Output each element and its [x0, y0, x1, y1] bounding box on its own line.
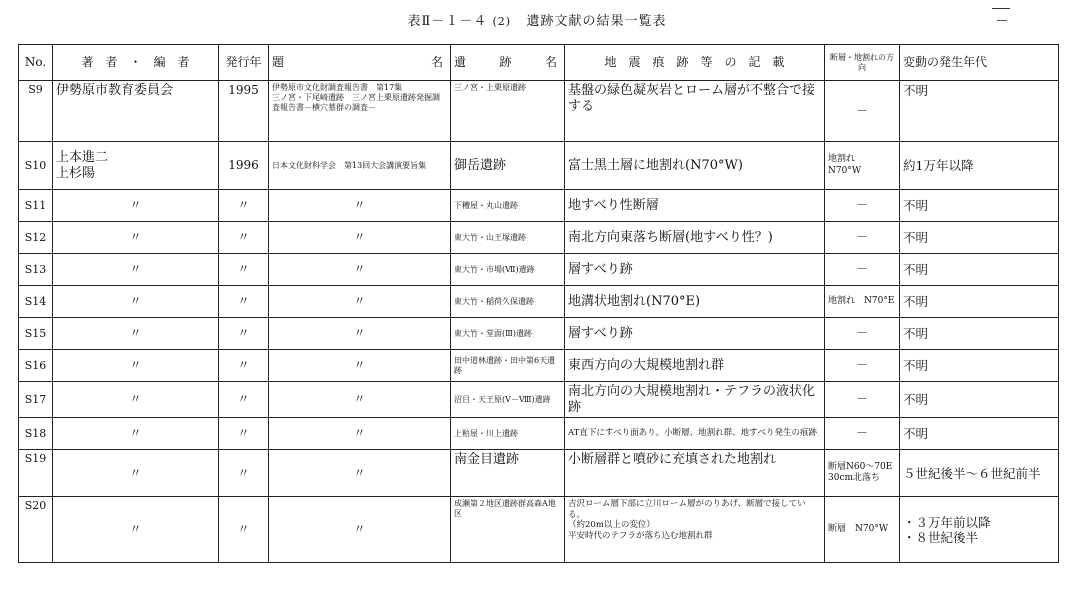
cell-era: 不明 — [900, 350, 1059, 382]
cell-author: 〃 — [53, 222, 219, 254]
cell-era: ・３万年前以降 ・８世紀後半 — [900, 497, 1059, 563]
cell-direction: － — [825, 190, 900, 222]
table-caption — [0, 10, 1074, 29]
cell-direction: － — [825, 81, 900, 142]
header-author: 著 者 ・ 編 者 — [53, 45, 219, 81]
cell-record: 地すべり性断層 — [565, 190, 825, 222]
cell-no: S17 — [19, 382, 53, 418]
table-row — [19, 254, 1059, 286]
cell-author: 〃 — [53, 318, 219, 350]
cell-year: 1995 — [219, 81, 269, 142]
cell-record: 富士黒土層に地割れ(N70°W) — [565, 142, 825, 190]
table-row — [19, 497, 1059, 563]
cell-title: 〃 — [269, 222, 451, 254]
header-era: 変動の発生年代 — [900, 45, 1059, 81]
table-row — [19, 382, 1059, 418]
corner-mark — [992, 8, 1010, 9]
table-row — [19, 190, 1059, 222]
cell-year: 1996 — [219, 142, 269, 190]
cell-era: 約1万年以降 — [900, 142, 1059, 190]
cell-author: 〃 — [53, 382, 219, 418]
table-row — [19, 418, 1059, 450]
cell-record: 南北方向の大規模地割れ・テフラの液状化跡 — [565, 382, 825, 418]
cell-author: 〃 — [53, 497, 219, 563]
cell-record: 小断層群と噴砂に充填された地割れ — [565, 450, 825, 497]
cell-era: 不明 — [900, 286, 1059, 318]
cell-direction: 断層 N70°W — [825, 497, 900, 563]
cell-record: 地溝状地割れ(N70°E) — [565, 286, 825, 318]
cell-title: 〃 — [269, 350, 451, 382]
table-row — [19, 81, 1059, 142]
table-row — [19, 222, 1059, 254]
cell-site: 東大竹・市場(Ⅶ)遺跡 — [451, 254, 565, 286]
cell-record: 東西方向の大規模地割れ群 — [565, 350, 825, 382]
cell-no: S12 — [19, 222, 53, 254]
cell-author: 〃 — [53, 190, 219, 222]
cell-era: 不明 — [900, 418, 1059, 450]
cell-title: 伊勢原市文化財調査報告書 第17集 三ノ宮・下尾崎遺跡 三ノ宮上栗原遺跡発掘調査報告書－横穴墓群の調査－ — [269, 81, 451, 142]
cell-year: 〃 — [219, 450, 269, 497]
cell-direction: 地割れ N70°E — [825, 286, 900, 318]
caption-number: 表Ⅱ－１－４ — [407, 14, 488, 29]
cell-direction: － — [825, 418, 900, 450]
cell-author: 上本進二 上杉陽 — [53, 142, 219, 190]
cell-year: 〃 — [219, 286, 269, 318]
header-site: 遺 跡 名 — [451, 45, 565, 81]
results-table — [18, 44, 1059, 563]
cell-direction: 地割れ N70°W — [825, 142, 900, 190]
cell-direction: － — [825, 254, 900, 286]
cell-era: 不明 — [900, 382, 1059, 418]
cell-site: 田中道林遺跡・田中第6天遺跡 — [451, 350, 565, 382]
cell-no: S19 — [19, 450, 53, 497]
table-row — [19, 286, 1059, 318]
cell-author: 〃 — [53, 254, 219, 286]
cell-no: S9 — [19, 81, 53, 142]
corner-mark-small — [997, 20, 1007, 21]
cell-year: 〃 — [219, 254, 269, 286]
header-year: 発行年 — [219, 45, 269, 81]
cell-record: AT直下にすべり面あり。小断層、地割れ群、地すべり発生の痕跡 — [565, 418, 825, 450]
cell-year: 〃 — [219, 418, 269, 450]
cell-title: 日本文化財科学会 第13回大会講演要旨集 — [269, 142, 451, 190]
cell-site: 東大竹・堂面(Ⅲ)遺跡 — [451, 318, 565, 350]
table-row — [19, 142, 1059, 190]
cell-era: 不明 — [900, 81, 1059, 142]
cell-direction: 断層N60～70E 30cm北落ち — [825, 450, 900, 497]
cell-title: 〃 — [269, 190, 451, 222]
cell-direction: － — [825, 350, 900, 382]
cell-year: 〃 — [219, 382, 269, 418]
cell-no: S16 — [19, 350, 53, 382]
table-row — [19, 450, 1059, 497]
table-row — [19, 318, 1059, 350]
cell-year: 〃 — [219, 190, 269, 222]
cell-author: 〃 — [53, 350, 219, 382]
cell-site: 上粕屋・川上遺跡 — [451, 418, 565, 450]
caption-text: 遺跡文献の結果一覧表 — [526, 14, 667, 29]
cell-site: 成瀬第２地区遺跡群高森A地区 — [451, 497, 565, 563]
cell-no: S18 — [19, 418, 53, 450]
caption-sub: (2) — [492, 15, 512, 28]
cell-site: 御岳遺跡 — [451, 142, 565, 190]
cell-site: 東大竹・稲荷久保遺跡 — [451, 286, 565, 318]
header-row — [19, 45, 1059, 81]
header-title: 題 名 — [269, 45, 451, 81]
cell-title: 〃 — [269, 450, 451, 497]
cell-era: 不明 — [900, 190, 1059, 222]
cell-record: 層すべり跡 — [565, 318, 825, 350]
table-row — [19, 350, 1059, 382]
cell-year: 〃 — [219, 497, 269, 563]
cell-record: 基盤の緑色凝灰岩とローム層が不整合で接する — [565, 81, 825, 142]
header-direction: 断層・地割れの方向 — [825, 45, 900, 81]
cell-site: 沼目・天王原(Ⅴ－Ⅷ)遺跡 — [451, 382, 565, 418]
cell-no: S20 — [19, 497, 53, 563]
cell-author: 〃 — [53, 418, 219, 450]
cell-title: 〃 — [269, 382, 451, 418]
cell-record: 吉沢ローム層下部に立川ローム層がのりあげ、断層で接している。 （約20m以上の変位） 平安時代のテフラが落ち込む地割れ群 — [565, 497, 825, 563]
cell-site: 下糟屋・丸山遺跡 — [451, 190, 565, 222]
cell-site: 三ノ宮・上栗原遺跡 — [451, 81, 565, 142]
cell-record: 南北方向東落ち断層(地すべり性？) — [565, 222, 825, 254]
cell-site: 東大竹・山王塚遺跡 — [451, 222, 565, 254]
cell-site: 南金目遺跡 — [451, 450, 565, 497]
cell-no: S14 — [19, 286, 53, 318]
cell-title: 〃 — [269, 497, 451, 563]
cell-author: 伊勢原市教育委員会 — [53, 81, 219, 142]
header-no: No. — [19, 45, 53, 81]
cell-author: 〃 — [53, 286, 219, 318]
cell-year: 〃 — [219, 318, 269, 350]
cell-year: 〃 — [219, 350, 269, 382]
cell-no: S10 — [19, 142, 53, 190]
cell-title: 〃 — [269, 286, 451, 318]
header-record: 地 震 痕 跡 等 の 記 載 — [565, 45, 825, 81]
cell-era: ５世紀後半～６世紀前半 — [900, 450, 1059, 497]
cell-no: S13 — [19, 254, 53, 286]
cell-direction: － — [825, 382, 900, 418]
cell-direction: － — [825, 318, 900, 350]
cell-no: S15 — [19, 318, 53, 350]
cell-no: S11 — [19, 190, 53, 222]
cell-year: 〃 — [219, 222, 269, 254]
cell-title: 〃 — [269, 254, 451, 286]
cell-era: 不明 — [900, 318, 1059, 350]
cell-author: 〃 — [53, 450, 219, 497]
cell-title: 〃 — [269, 418, 451, 450]
cell-direction: － — [825, 222, 900, 254]
cell-title: 〃 — [269, 318, 451, 350]
cell-era: 不明 — [900, 222, 1059, 254]
cell-record: 層すべり跡 — [565, 254, 825, 286]
cell-era: 不明 — [900, 254, 1059, 286]
